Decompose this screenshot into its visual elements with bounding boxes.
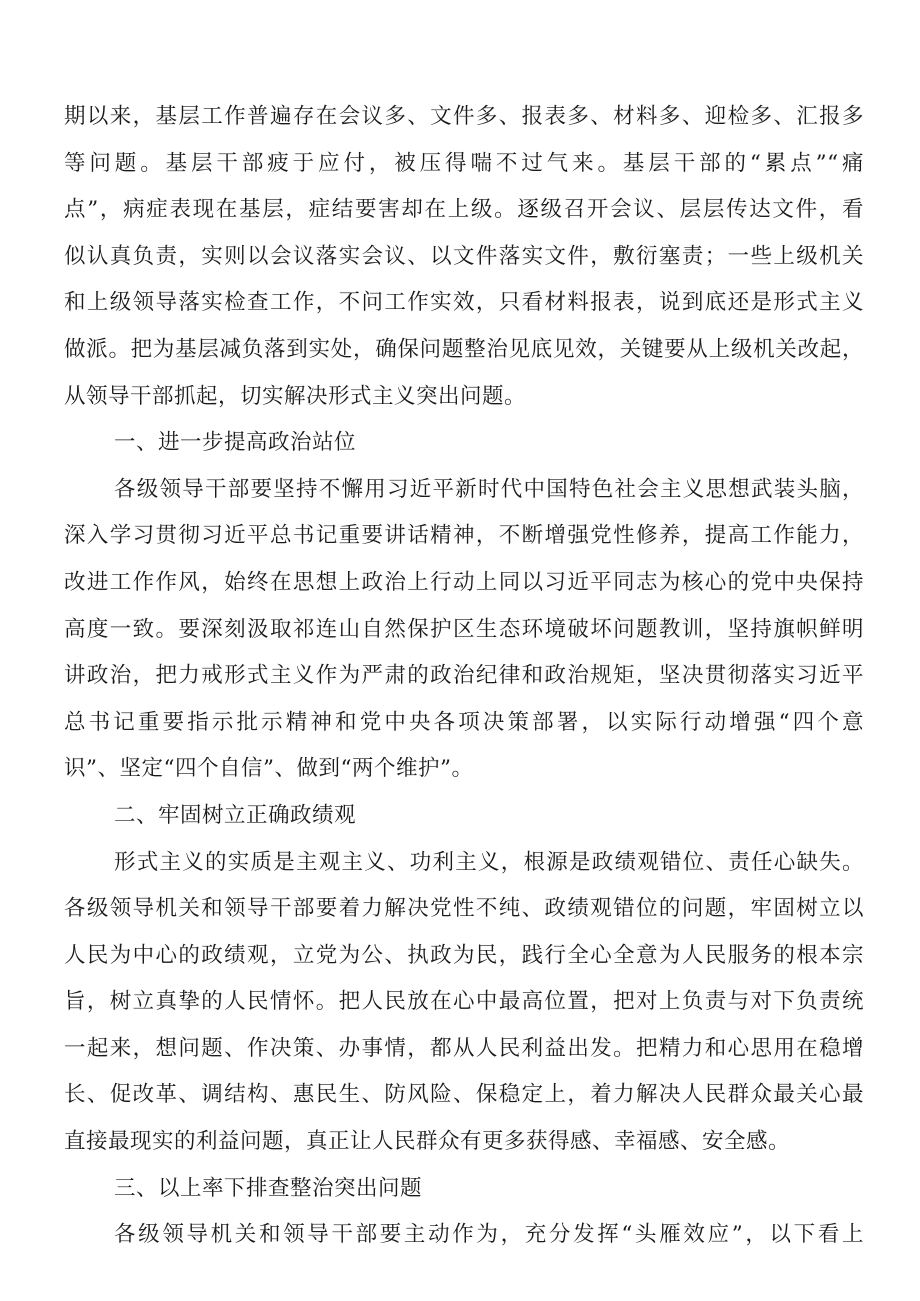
text-line: 总书记重要指示批示精神和党中央各项决策部署，以实际行动增强“四个意: [64, 709, 864, 735]
text-line: 深入学习贯彻习近平总书记重要讲话精神，不断增强党性修养，提高工作能力，: [64, 523, 864, 549]
section-heading: 三、以上率下排查整治突出问题: [114, 1175, 423, 1201]
text-line: 形式主义的实质是主观主义、功利主义，根源是政绩观错位、责任心缺失。: [114, 849, 864, 875]
text-line: 高度一致。要深刻汲取祁连山自然保护区生态环境破坏问题教训，坚持旗帜鲜明: [64, 616, 864, 642]
text-line: 讲政治，把力戒形式主义作为严肃的政治纪律和政治规矩，坚决贯彻落实习近平: [64, 663, 864, 689]
text-line: 旨，树立真挚的人民情怀。把人民放在心中最高位置，把对上负责与对下负责统: [64, 989, 864, 1015]
document-body: [64, 94, 864, 1259]
text-line: 似认真负责，实则以会议落实会议、以文件落实文件，敷衍塞责；一些上级机关: [64, 243, 864, 269]
text-line: 各级领导机关和领导干部要着力解决党性不纯、政绩观错位的问题，牢固树立以: [64, 896, 864, 922]
section-heading: 一、进一步提高政治站位: [114, 430, 357, 456]
text-line: 和上级领导落实检查工作，不问工作实效，只看材料报表，说到底还是形式主义: [64, 290, 864, 316]
text-line: 期以来，基层工作普遍存在会议多、文件多、报表多、材料多、迎检多、汇报多: [64, 104, 864, 129]
text-line: 从领导干部抓起，切实解决形式主义突出问题。: [64, 383, 527, 409]
text-line: 做派。把为基层减负落到实处，确保问题整治见底见效，关键要从上级机关改起，: [64, 336, 864, 362]
text-line: 长、促改革、调结构、惠民生、防风险、保稳定上，着力解决人民群众最关心最: [64, 1082, 864, 1108]
text-line: 等问题。基层干部疲于应付，被压得喘不过气来。基层干部的“累点”“痛: [64, 150, 864, 176]
section-heading: 二、牢固树立正确政绩观: [114, 802, 357, 828]
text-line: 一起来，想问题、作决策、办事情，都从人民利益出发。把精力和心思用在稳增: [64, 1035, 864, 1061]
text-line: 识”、坚定“四个自信”、做到“两个维护”。: [64, 756, 474, 782]
text-line: 直接最现实的利益问题，真正让人民群众有更多获得感、幸福感、安全感。: [64, 1129, 791, 1155]
text-line: 各级领导干部要坚持不懈用习近平新时代中国特色社会主义思想武装头脑，: [114, 476, 864, 502]
text-line: 点”，病症表现在基层，症结要害却在上级。逐级召开会议、层层传达文件，看: [64, 197, 864, 223]
text-line: 人民为中心的政绩观，立党为公、执政为民，践行全心全意为人民服务的根本宗: [64, 942, 864, 968]
text-line: 各级领导机关和领导干部要主动作为，充分发挥“头雁效应”，以下看上: [114, 1222, 864, 1248]
text-line: 改进工作作风，始终在思想上政治上行动上同以习近平同志为核心的党中央保持: [64, 569, 864, 595]
